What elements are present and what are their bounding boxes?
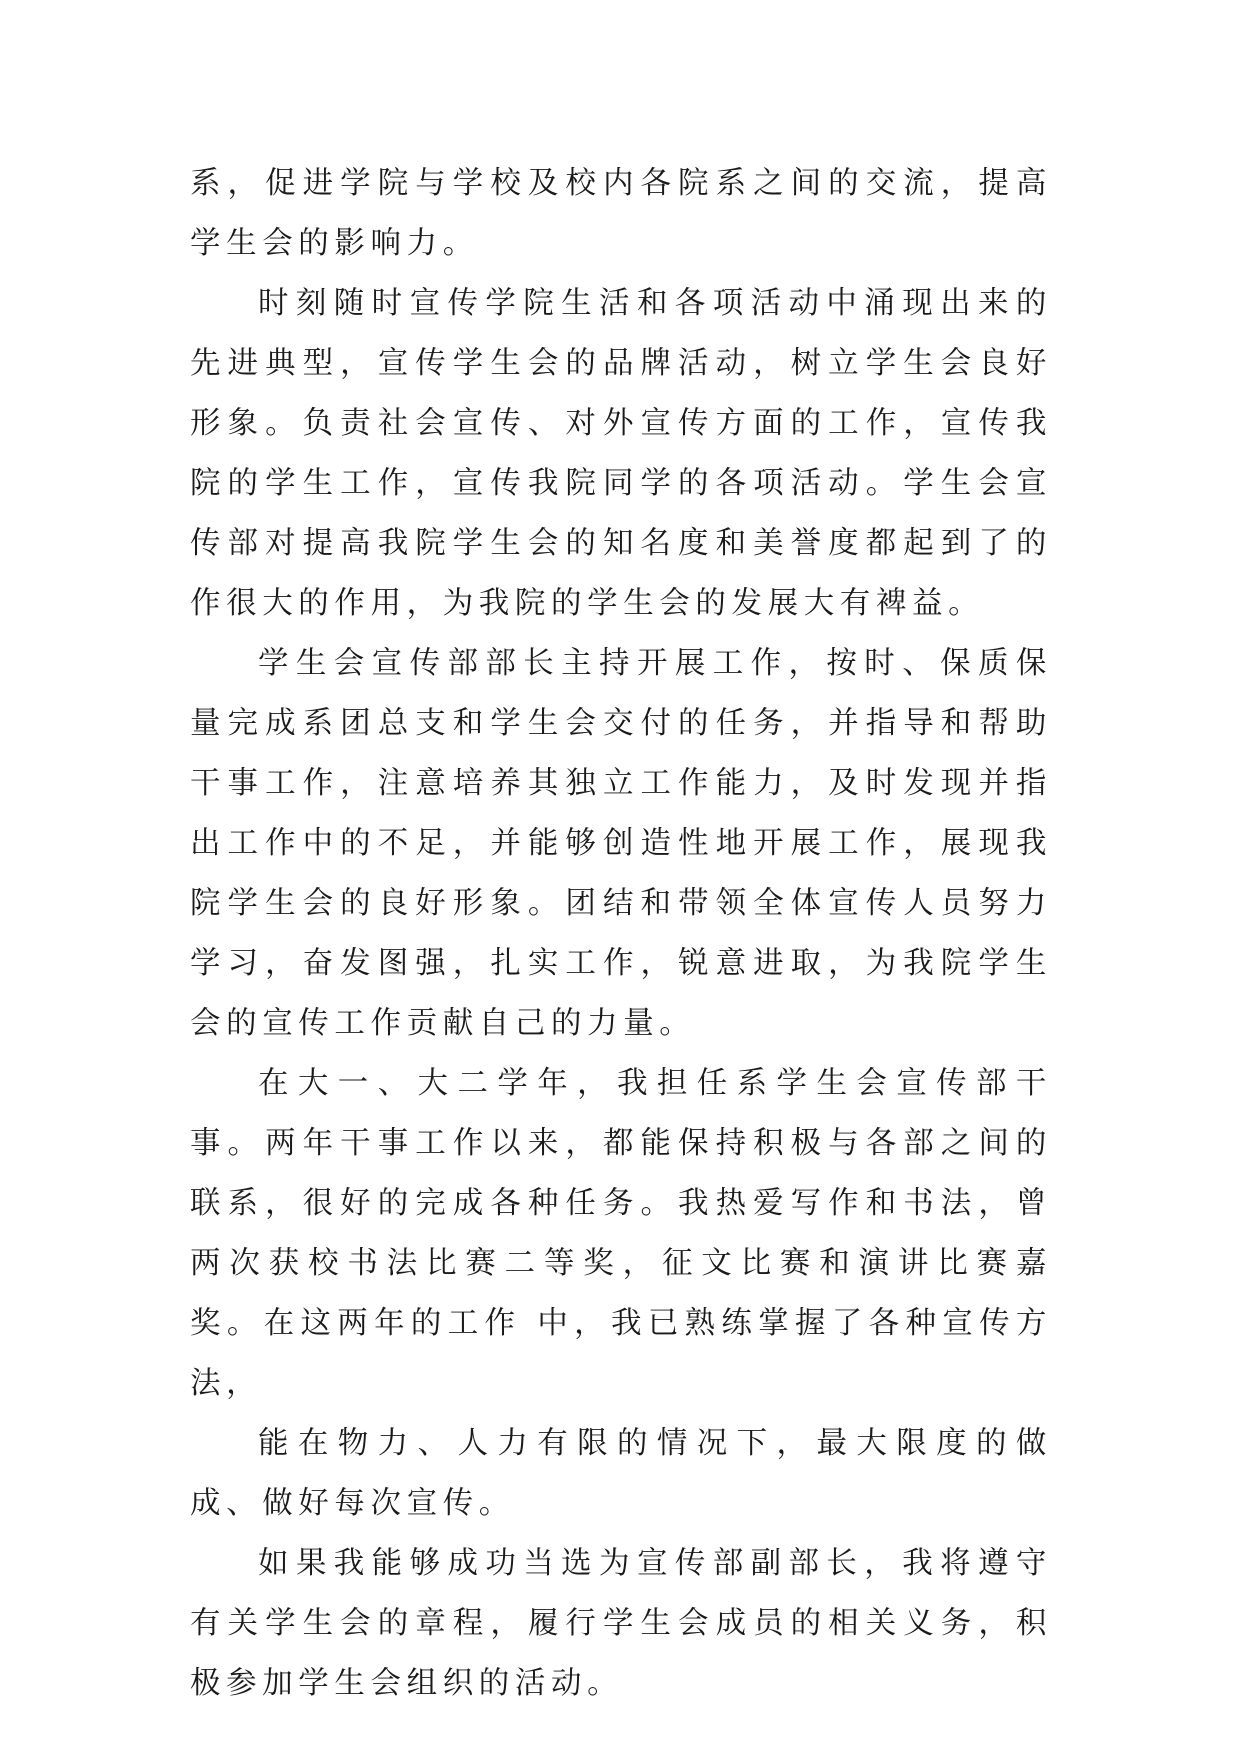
document-body (190, 154, 1052, 1714)
paragraph-2: 时刻随时宣传学院生活和各项活动中涌现出来的先进典型，宣传学生会的品牌活动，树立学生会良好形象。负责社会宣传、对外宣传方面的工作，宣传我院的学生工作，宣传我院同学的各项活动。学生会宣传部对提高我院学生会的知名度和美誉度都起到了的作很大的作用，为我院的学生会的发展大有裨益。 (190, 286, 1052, 621)
paragraph-1: 系，促进学院与学校及校内各院系之间的交流，提高学生会的影响力。 (190, 166, 1052, 261)
paragraph-4: 在大一、大二学年，我担任系学生会宣传部干事。两年干事工作以来，都能保持积极与各部之间的联系，很好的完成各种任务。我热爱写作和书法，曾两次获校书法比赛二等奖，征文比赛和演讲比赛嘉奖。在这两年的工作 中，我已熟练掌握了各种宣传方法， (190, 1066, 1052, 1401)
paragraph-3: 学生会宣传部部长主持开展工作，按时、保质保量完成系团总支和学生会交付的任务，并指导和帮助干事工作，注意培养其独立工作能力，及时发现并指出工作中的不足，并能够创造性地开展工作，展现我院学生会的良好形象。团结和带领全体宣传人员努力学习，奋发图强，扎实工作，锐意进取，为我院学生会的宣传工作贡献自己的力量。 (190, 646, 1052, 1041)
paragraph-6: 如果我能够成功当选为宣传部副部长，我将遵守有关学生会的章程，履行学生会成员的相关义务，积极参加学生会组织的活动。 (190, 1546, 1052, 1701)
paragraph-5: 能在物力、人力有限的情况下，最大限度的做成、做好每次宣传。 (190, 1426, 1052, 1521)
